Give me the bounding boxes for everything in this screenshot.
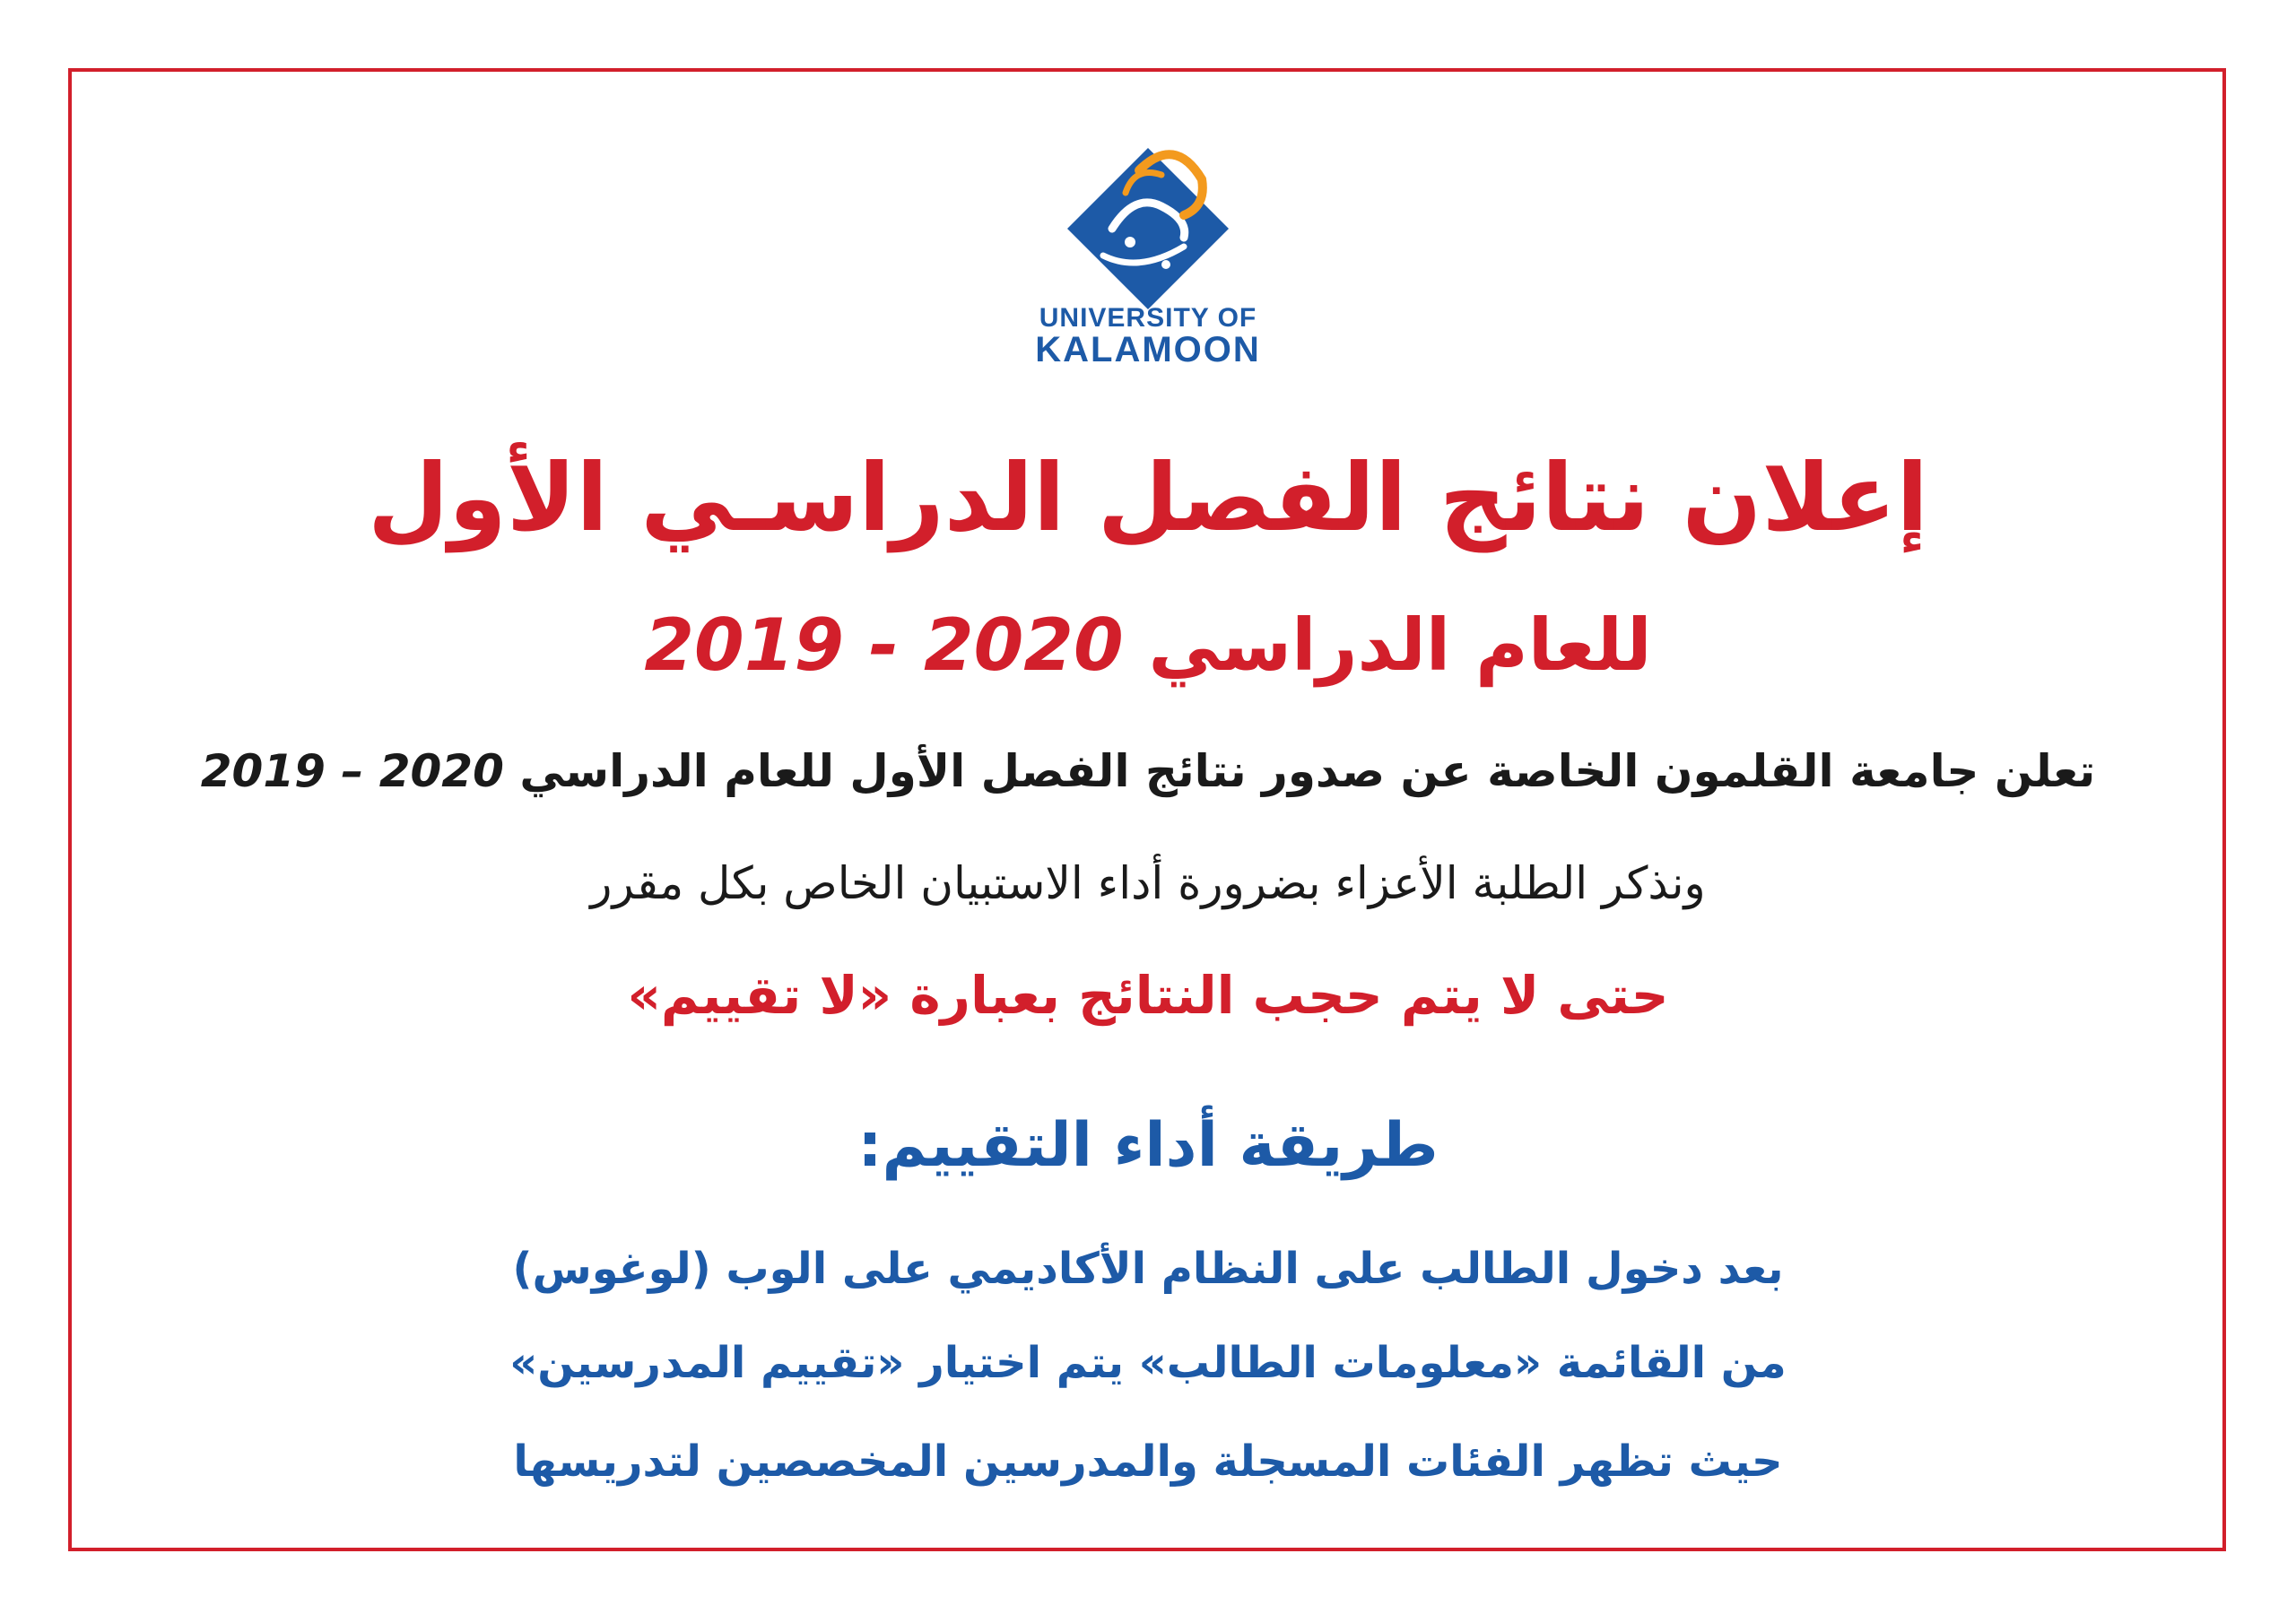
paragraph-1-text: تعلن جامعة القلمون الخاصة عن صدور نتائج الفصل الأول للعام الدراسي bbox=[519, 745, 2096, 797]
logo-kalamoon: KALAMOON bbox=[1035, 330, 1261, 369]
subtitle-years: 2019 - 2020 bbox=[644, 603, 1124, 687]
logo-diamond-icon bbox=[1049, 130, 1247, 309]
announcement-paragraph-1 bbox=[0, 740, 2296, 803]
paragraph-1-years: 2019 – 2020 bbox=[200, 745, 504, 797]
announcement-paragraph-2: ونذكر الطلبة الأعزاء بضرورة أداء الاستبيان الخاص بكل مقرر bbox=[590, 857, 1706, 909]
method-step-1: بعد دخول الطالب على النظام الأكاديمي على الوب (لوغوس) bbox=[512, 1244, 1784, 1294]
announcement-title: إعلان نتائج الفصل الدراسـي الأول bbox=[368, 443, 1928, 552]
announcement-subtitle bbox=[0, 596, 2296, 695]
method-step-3: حيث تظهر الفئات المسجلة والمدرسين المخصصين لتدريسها bbox=[513, 1436, 1783, 1487]
method-step-2: من القائمة «معلومات الطالب» يتم اختيار «تقييم المدرسين» bbox=[509, 1338, 1787, 1388]
logo-university-of: UNIVERSITY OF bbox=[1039, 303, 1257, 333]
announcement-paragraph-3: حتى لا يتم حجب النتائج بعبارة «لا تقييم» bbox=[627, 965, 1669, 1026]
evaluation-method-heading: طريقة أداء التقييم: bbox=[857, 1110, 1439, 1181]
subtitle-prefix: للعام الدراسي bbox=[1148, 603, 1652, 687]
